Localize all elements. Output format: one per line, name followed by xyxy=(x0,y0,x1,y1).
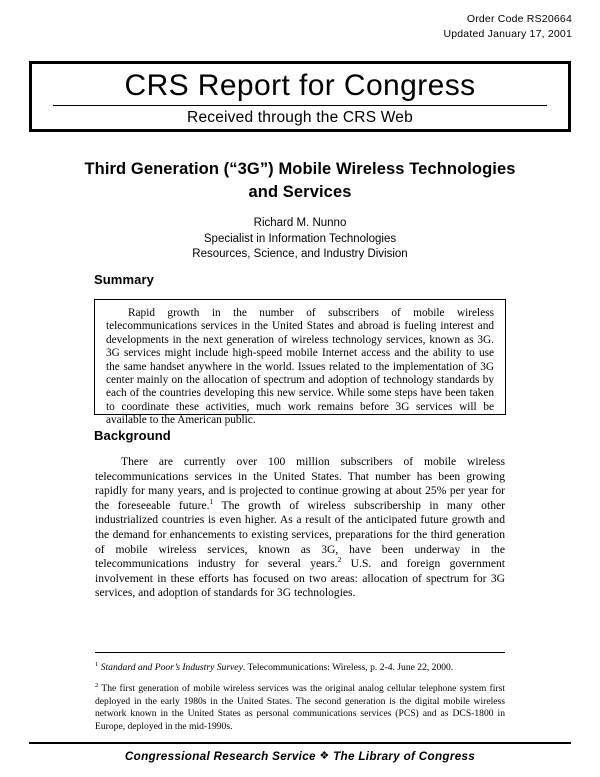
diamond-ornament-icon: ❖ xyxy=(319,750,330,762)
order-code: Order Code RS20664 xyxy=(466,13,572,25)
footer-divider xyxy=(29,742,571,744)
footnote-source-title: Standard and Poor’s Industry Survey xyxy=(100,662,243,673)
background-text-part2: The growth of wireless subscribership in many other industrialized countries is even higher. As a result of the anticipated future growth and the demand for enhancements to existing services, preparations for the third generation of mobile wireless services, known as 3G, have been underway in the telecommunications industry for several years. xyxy=(95,498,505,571)
author-division: Resources, Science, and Industry Division xyxy=(192,248,408,260)
footnote-separator xyxy=(95,652,505,653)
footnote-number: 1 xyxy=(95,660,99,668)
page-footer xyxy=(29,750,571,763)
footnote-marker-1: 1 xyxy=(209,496,214,506)
background-heading: Background xyxy=(94,428,171,443)
summary-box xyxy=(94,299,506,427)
footnotes-section xyxy=(95,662,505,742)
page-title: Third Generation (“3G”) Mobile Wireless Technologies and Services xyxy=(84,160,516,201)
banner-subtitle: Received through the CRS Web xyxy=(187,109,413,126)
footnote-number: 2 xyxy=(95,682,99,690)
crs-banner xyxy=(29,61,571,132)
footnote-marker-2: 2 xyxy=(337,555,342,565)
footer-right-text: The Library of Congress xyxy=(333,750,476,763)
summary-text: Rapid growth in the number of subscribers of mobile wireless telecommunications services in the United States and abroad is fueling interest and developments in the next generation of wireless technology services, known as 3G. 3G services might include high-speed mobile Internet access and the ability to use the same handset anywhere in the world. Issues related to the implementation of 3G center mainly on the allocation of spectrum and adoption of technology standards by each of the countries developing this new service. While some steps have been taken to coordinate these activities, much work remains before 3G services will be available to the American public. xyxy=(106,307,494,427)
author-name: Richard M. Nunno xyxy=(253,217,347,229)
footer-left-text: Congressional Research Service xyxy=(124,750,316,763)
background-text-part1: There are currently over 100 million subscribers of mobile wireless telecommunications services in the United States. That number has been growing rapidly for many years, and is projected to continue growing at about 25% per year for the foreseeable future. xyxy=(95,455,505,512)
footnote-text: . Telecommunications: Wireless, p. 2-4. June 22, 2000. xyxy=(242,662,454,673)
author-block xyxy=(70,216,530,263)
footnote-item xyxy=(95,683,505,733)
footnote-item xyxy=(95,662,505,674)
document-meta xyxy=(443,12,572,41)
background-text-part3: U.S. and foreign government involvement in these efforts has focused on two areas: allocation of spectrum for 3G services, and adoption of standards for 3G technologies. xyxy=(95,557,506,600)
summary-heading: Summary xyxy=(94,272,154,287)
background-paragraph xyxy=(95,455,505,601)
banner-title: CRS Report for Congress xyxy=(124,69,476,102)
footnote-text: The first generation of mobile wireless services was the original analog cellular telephone system first deployed in the early 1980s in the United States. The second generation is the digital mobile wireless network known in the United States as personal communications services (PCS) and as DCS-1800 in Europe, deployed in the mid-1990s. xyxy=(95,683,505,732)
updated-date: Updated January 17, 2001 xyxy=(443,27,572,40)
author-role: Specialist in Information Technologies xyxy=(203,232,397,245)
